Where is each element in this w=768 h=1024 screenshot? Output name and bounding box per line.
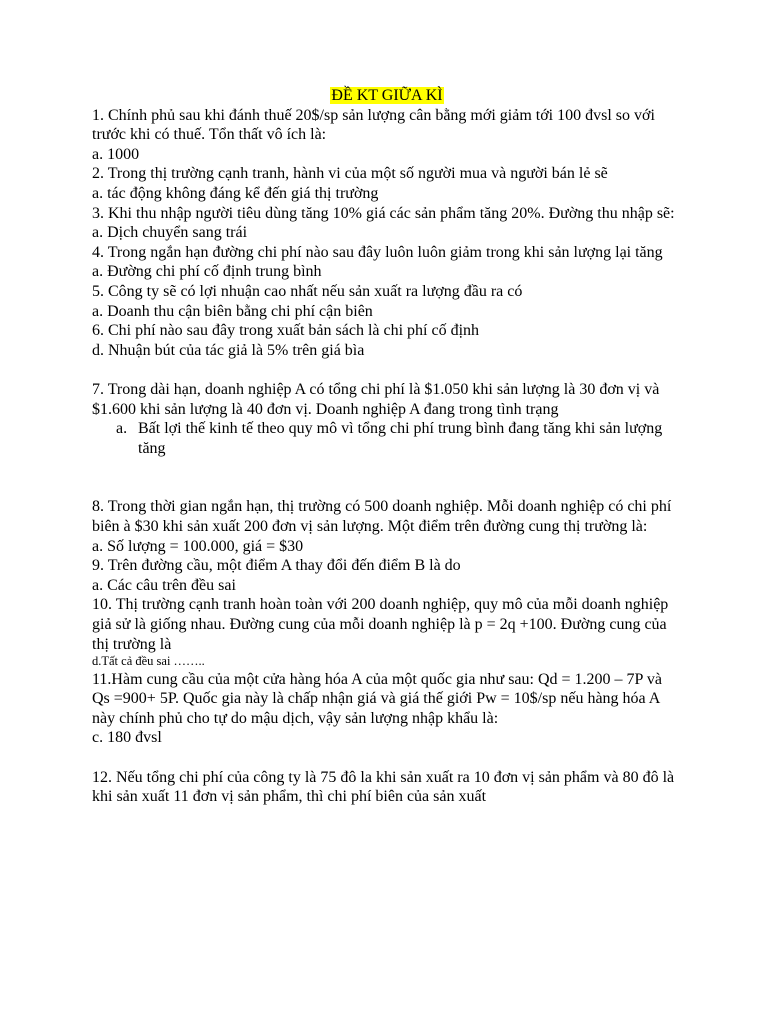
question-2: 2. Trong thị trường cạnh tranh, hành vi của một số người mua và người bán lẻ sẽ	[92, 165, 608, 183]
question-12: 12. Nếu tổng chi phí của công ty là 75 đô la khi sản xuất ra 10 đơn vị sản phẩm và 80 đô là khi sản xuất 11 đơn vị sản phẩm, thì chi phí biên của sản xuất	[92, 768, 675, 806]
answer-6: d. Nhuận bút của tác giả là 5% trên giá bìa	[92, 341, 365, 359]
question-7: 7. Trong dài hạn, doanh nghiệp A có tổng chi phí là $1.050 khi sản lượng là 30 đơn vị và $1.600 khi sản lượng là 40 đơn vị. Doanh nghiệp A đang trong tình trạng	[92, 380, 660, 418]
question-6: 6. Chi phí nào sau đây trong xuất bản sách là chi phí cố định	[92, 322, 480, 340]
answer-10: d.Tất cả đều sai ……..	[92, 654, 205, 669]
answer-4: a. Đường chi phí cố định trung bình	[92, 263, 322, 281]
answer-8: a. Số lượng = 100.000, giá = $30	[92, 537, 304, 555]
answer-2: a. tác động không đáng kể đến giá thị trường	[92, 184, 379, 202]
answer-9: a. Các câu trên đều sai	[92, 576, 236, 594]
answer-7-text: Bất lợi thế kinh tế theo quy mô vì tổng chi phí trung bình đang tăng khi sản lượng tăng	[138, 420, 663, 457]
question-9: 9. Trên đường cầu, một điểm A thay đổi đến điểm B là do	[92, 557, 461, 575]
document-page	[92, 86, 682, 807]
title-line	[92, 86, 682, 106]
spacer	[92, 458, 682, 497]
answer-5: a. Doanh thu cận biên bằng chi phí cận biên	[92, 302, 373, 320]
question-11: 11.Hàm cung cầu của một cửa hàng hóa A của một quốc gia như sau: Qd = 1.200 – 7P và Qs =900+ 5P. Quốc gia này là chấp nhận giá và giá thế giới Pw = 10$/sp nếu hàng hóa A này chính phủ cho tự do mậu dịch, vậy sản lượng nhập khẩu là:	[92, 670, 662, 727]
document-title: ĐỀ KT GIỮA KÌ	[331, 87, 443, 104]
question-8: 8. Trong thời gian ngắn hạn, thị trường có 500 doanh nghiệp. Mỗi doanh nghiệp có chi phí biên à $30 khi sản xuất 200 đơn vị sản lượng. Một điểm trên đường cung thị trường là:	[92, 498, 672, 536]
question-1: 1. Chính phủ sau khi đánh thuế 20$/sp sản lượng cân bằng mới giảm tới 100 đvsl so với trước khi có thuế. Tổn thất vô ích là:	[92, 106, 655, 144]
question-5: 5. Công ty sẽ có lợi nhuận cao nhất nếu sản xuất ra lượng đầu ra có	[92, 282, 523, 300]
spacer	[92, 748, 682, 768]
answer-7-marker: a.	[116, 420, 128, 438]
question-3: 3. Khi thu nhập người tiêu dùng tăng 10% giá các sản phẩm tăng 20%. Đường thu nhập sẽ:	[92, 204, 675, 222]
spacer	[92, 360, 682, 380]
answer-3: a. Dịch chuyển sang trái	[92, 224, 248, 242]
question-10: 10. Thị trường cạnh tranh hoàn toàn với 200 doanh nghiệp, quy mô của mỗi doanh nghiệp giả sử là giống nhau. Đường cung của mỗi doanh nghiệp là p = 2q +100. Đường cung của thị trường là	[92, 596, 669, 653]
answer-7	[92, 419, 682, 458]
answer-1: a. 1000	[92, 145, 140, 163]
question-4: 4. Trong ngắn hạn đường chi phí nào sau đây luôn luôn giảm trong khi sản lượng lại tăng	[92, 243, 663, 261]
answer-11: c. 180 đvsl	[92, 729, 162, 747]
